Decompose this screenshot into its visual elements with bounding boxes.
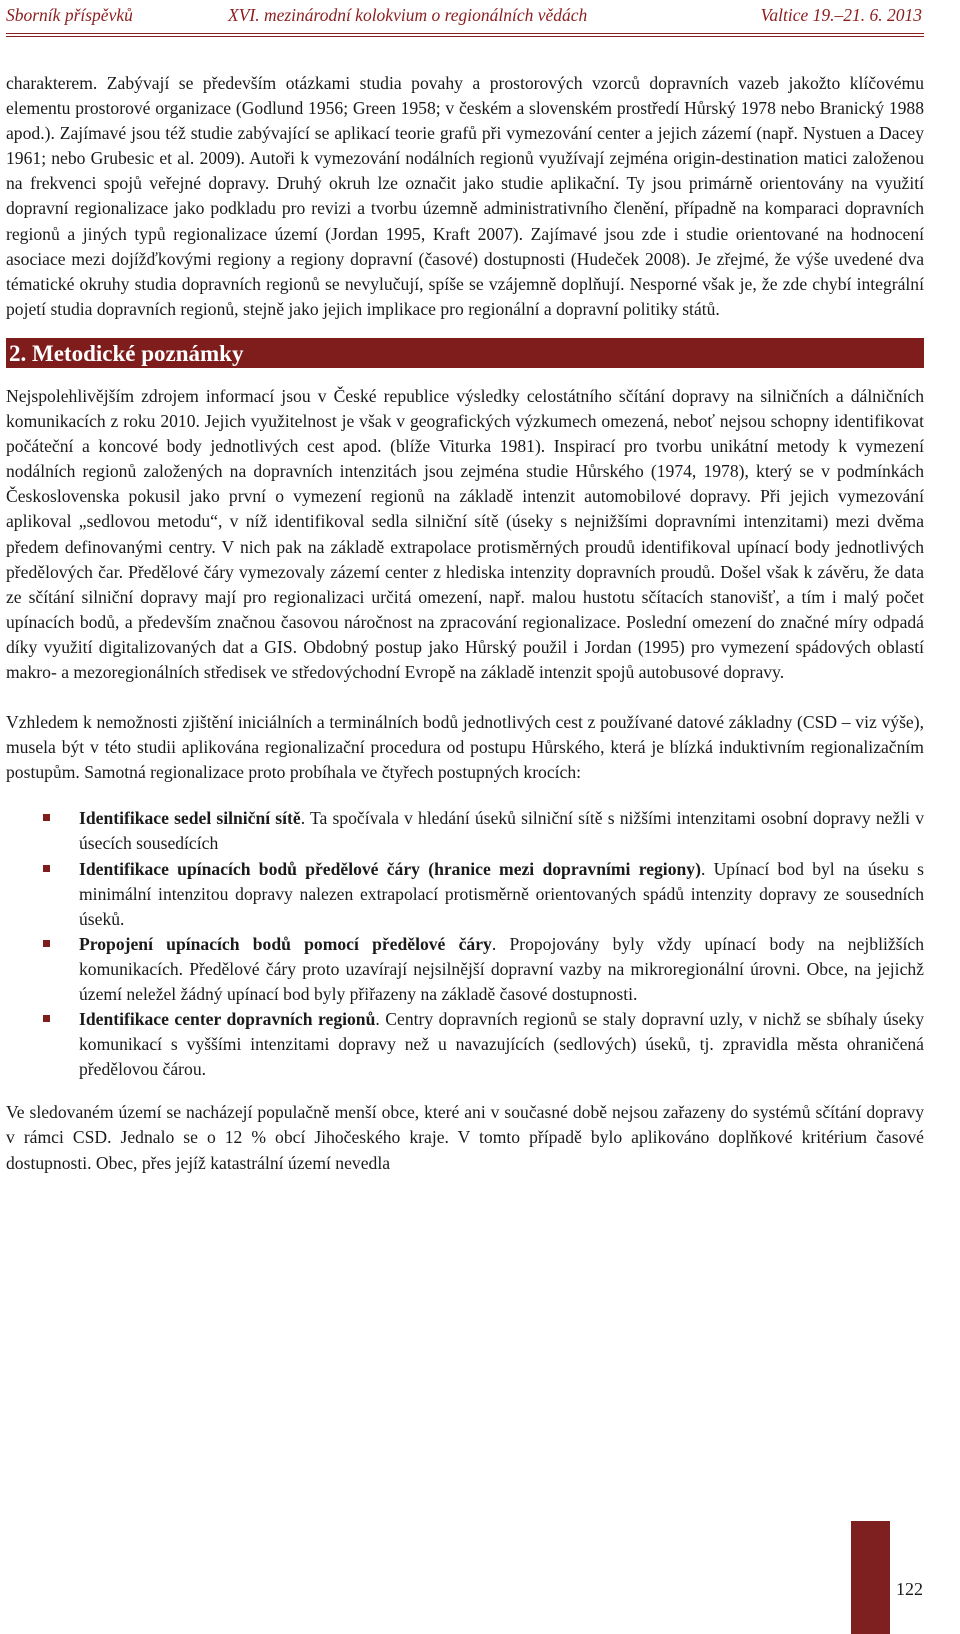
header-rule-top	[6, 33, 924, 34]
step-title: Identifikace upínacích bodů předělové čáry (hranice mezi dopravními regiony)	[79, 858, 701, 879]
list-item	[79, 1007, 924, 1082]
list-item	[79, 857, 924, 932]
procedure-steps-list	[6, 806, 924, 1082]
header-venue-date: Valtice 19.–21. 6. 2013	[760, 5, 922, 25]
step-text: . Ta spočívala v hledání úseků silniční sítě s nižšími intenzitami osobní dopravy nežli v úsecích sousedících	[79, 808, 924, 854]
header-rule-bottom	[6, 36, 924, 37]
paragraph-continued: charakterem. Zabývají se především otázkami studia povahy a prostorových vzorců dopravních vazeb jakožto klíčovému elementu prostorové organizace (Godlund 1956; Green 1958; v českém a slovenském prostředí Hůrský 1978 nebo Branický 1988 apod.). Zajímavé jsou též studie zabývající se aplikací teorie grafů při vymezování center a jejich zázemí (např. Nystuen a Dacey 1961; nebo Grubesic et al. 2009). Autoři k vymezování nodálních regionů využívají zejména origin-destination matici založenou na frekvenci spojů veřejné dopravy. Druhý okruh lze označit jako studie aplikační. Ty jsou primárně orientovány na využití dopravní regionalizace jako podkladu pro revizi a tvorbu územně administrativního členění, případně na komparaci dopravních regionů a jiných typů regionalizace území (Jordan 1995, Kraft 2007). Zajímavé jsou zde i studie orientované na hodnocení asociace mezi dojížďkovými regiony a regiony dopravní (časové) dostupnosti (Hudeček 2008). Je zřejmé, že výše uvedené dva tématické okruhy studia dopravních regionů se nevylučují, spíše se vzájemně doplňují. Nesporné však je, že zde chybí integrální pojetí studia dopravních regionů, stejně jako jejich implikace pro regionální a dopravní politiky států.	[6, 73, 924, 319]
footer-accent-bar	[851, 1521, 890, 1634]
list-item	[79, 806, 924, 856]
article-body	[6, 71, 924, 1176]
running-header	[0, 0, 960, 34]
square-bullet-icon	[43, 865, 50, 872]
header-conference-title: XVI. mezinárodní kolokvium o regionálních vědách	[228, 5, 588, 25]
paragraph-spacer	[6, 685, 924, 710]
paragraph-data-sources: Nejspolehlivějším zdrojem informací jsou v České republice výsledky celostátního sčítání dopravy na silničních a dálničních komunikacích z roku 2010. Jejich využitelnost je však v geografických výzkumech omezená, neboť nejsou schopny identifikovat počáteční a koncové body jednotlivých cest apod. (blíže Viturka 1981). Inspirací pro tvorbu unikátní metody k vymezení nodálních regionů založených na dopravních intenzitách jsou zejména studie Hůrského (1974, 1978), který se v podmínkách Československa pokusil jako první o vymezení regionů na základě intenzit automobilové dopravy. Při jejich vymezování aplikoval „sedlovou metodu“, v níž identifikoval sedla silniční sítě (úseky s nejnižšími dopravními intenzitami) mezi dvěma předem definovanými centry. V nich pak na základě extrapolace protisměrných proudů identifikoval upínací body jednotlivých předělových čar. Předělové čáry vymezovaly zázemí center z hlediska intenzity dopravních proudů. Došel však k závěru, že data ze sčítání silniční dopravy mají pro regionalizaci určitá omezení, např. malou hustotu sčítacích stanovišť, a tím i malý počet upínacích bodů, a především značnou časovou náročnost na zpracování regionalizace. Poslední omezení do značné míry odpadá díky využití digitalizovaných dat a GIS. Obdobný postup jako Hůrský použil i Jordan (1995) pro vymezení spádových oblastí makro- a mezoregionálních středisek ve středovýchodní Evropě na základě intenzit spojů autobusové dopravy.	[6, 385, 924, 682]
list-item	[79, 932, 924, 1007]
page-number: 122	[896, 1579, 923, 1599]
section-heading	[6, 338, 924, 368]
step-title: Identifikace center dopravních regionů	[79, 1009, 376, 1030]
square-bullet-icon	[43, 814, 50, 821]
step-title: Identifikace sedel silniční sítě	[79, 808, 301, 829]
header-proceedings-label: Sborník příspěvků	[6, 5, 133, 25]
paragraph-small-municipalities: Ve sledovaném území se nacházejí populačně menší obce, které ani v současné době nejsou zařazeny do systémů sčítání dopravy v rámci CSD. Jednalo se o 12 % obcí Jihočeského kraje. V tomto případě bylo aplikováno doplňkové kritérium časové dostupnosti. Obec, přes jejíž katastrální území nevedla	[6, 1102, 924, 1173]
step-title: Propojení upínacích bodů pomocí předělové čáry	[79, 933, 492, 954]
square-bullet-icon	[43, 940, 50, 947]
step-text: . Centry dopravních regionů se staly dopravní uzly, v nichž se sbíhaly úseky komunikací s vyššími intenzitami dopravy než u navazujících (sedlových) úseků, tj. zpravidla města ohraničená předělovou čárou.	[79, 1009, 924, 1080]
step-text: . Propojovány byly vždy upínací body na nejbližších komunikacích. Předělové čáry proto uzavírají nejsilnější dopravní vazby na mikroregionální úrovni. Obce, na jejichž území neležel žádný upínací bod byly přiřazeny na základě časové dostupnosti.	[79, 933, 924, 1004]
square-bullet-icon	[43, 1015, 50, 1022]
step-text: . Upínací bod byl na úseku s minimální intenzitou dopravy nalezen extrapolací protisměrně orientovaných spádů intenzity dopravy ze sousedních úseků.	[79, 858, 924, 929]
paragraph-procedure-intro: Vzhledem k nemožnosti zjištění iniciálních a terminálních bodů jednotlivých cest z používané datové základny (CSD – viz výše), musela být v této studii aplikována regionalizační procedura od postupu Hůrského, která je blízká induktivním regionalizačním postupům. Samotná regionalizace proto probíhala ve čtyřech postupných krocích:	[6, 712, 924, 783]
section-title: 2. Metodické poznámky	[9, 340, 244, 366]
